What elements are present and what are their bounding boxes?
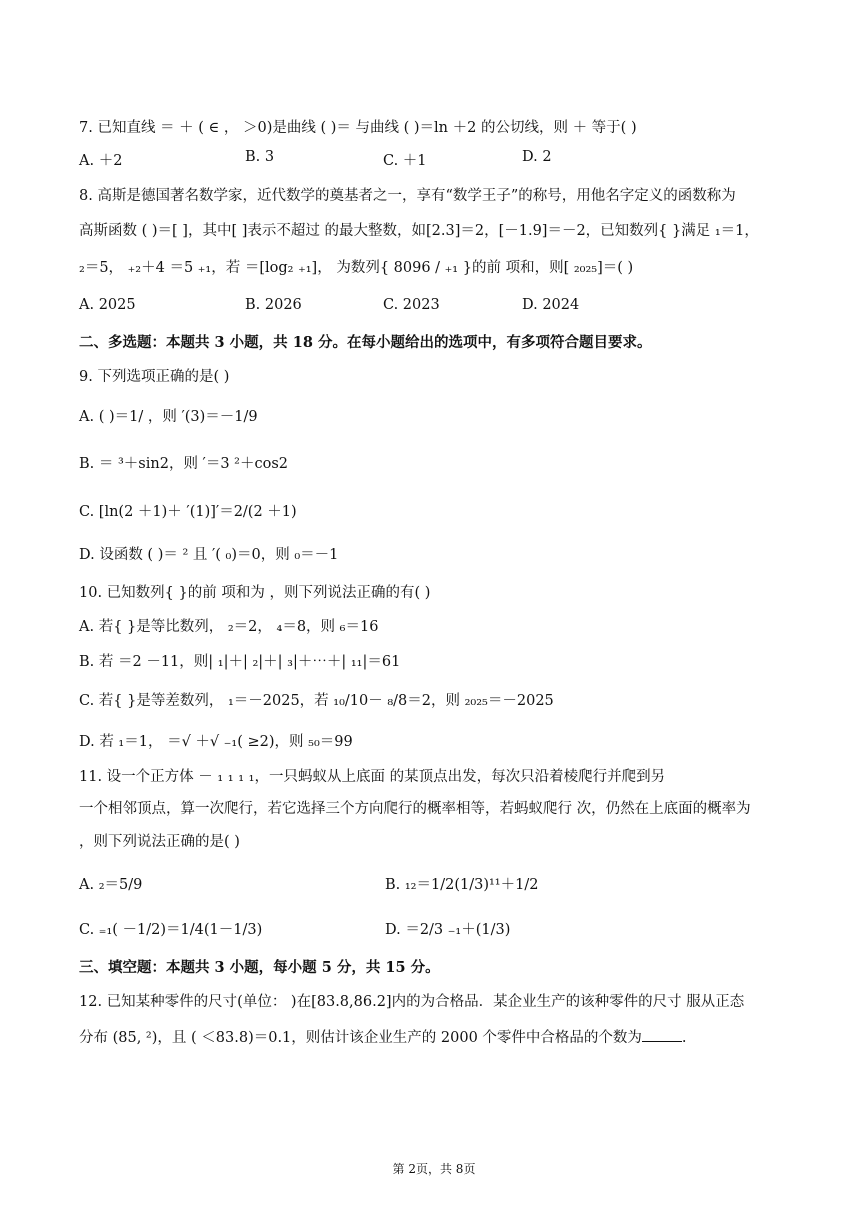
q9-stem: 9. 下列选项正确的是( ) [79, 369, 230, 385]
q9-option-a: A. ( )＝1/ ，则 ′(3)＝－1/9 [79, 409, 258, 425]
q8-option-d: D. 2024 [522, 297, 580, 313]
q11-option-a: A. ₂＝5/9 [79, 877, 143, 893]
section-fill-in-heading: 三、填空题：本题共 3 小题，每小题 5 分，共 15 分。 [79, 959, 440, 976]
q12-line-2-text: 分布 (85, ²)，且 ( ＜83.8)＝0.1，则估计该企业生产的 2000 个零件中合格品的个数为 [79, 1030, 642, 1046]
q8-option-c: C. 2023 [383, 297, 440, 313]
q11-line-2: 一个相邻顶点，算一次爬行，若它选择三个方向爬行的概率相等，若蚂蚁爬行 次，仍然在上底面的概率为 [79, 801, 751, 817]
q7-option-b: B. 3 [245, 149, 275, 165]
q9-option-d: D. 设函数 ( )＝ ² 且 ′( ₀)＝0，则 ₀＝－1 [79, 547, 339, 563]
q10-option-a: A. 若{ }是等比数列， ₂＝2， ₄＝8，则 ₆＝16 [79, 619, 379, 635]
q11-line-3: ，则下列说法正确的是( ) [79, 834, 240, 850]
q12-line-2 [79, 1026, 687, 1047]
q8-line-3: ₂＝5， ₊₂＋4 ＝5 ₊₁，若 ＝[log₂ ₊₁]， 为数列{ 8096 / ₊₁ }的前 项和，则[ ₂₀₂₅]＝( ) [79, 260, 634, 276]
page-footer: 第 2页，共 8页 [392, 1162, 476, 1176]
q11-line-1: 11. 设一个正方体 － ₁ ₁ ₁ ₁，一只蚂蚁从上底面 的某顶点出发，每次只沿着棱爬行并爬到另 [79, 769, 666, 785]
q10-option-c: C. 若{ }是等差数列， ₁＝－2025，若 ₁₀/10－ ₈/8＝2，则 ₂₀₂₅＝－2025 [79, 693, 554, 709]
q12-line-2-end: . [681, 1030, 687, 1046]
q12-line-1: 12. 已知某种零件的尺寸(单位： )在[83.8,86.2]内的为合格品．某企业生产的该种零件的尺寸 服从正态 [79, 994, 745, 1010]
q8-option-a: A. 2025 [79, 297, 136, 313]
answer-blank[interactable] [642, 1029, 682, 1042]
q10-stem: 10. 已知数列{ }的前 项和为 ，则下列说法正确的有( ) [79, 585, 431, 601]
q11-option-b: B. ₁₂＝1/2(1/3)¹¹＋1/2 [385, 877, 539, 893]
q9-option-c: C. [ln(2 ＋1)＋ ′(1)]′＝2/(2 ＋1) [79, 504, 297, 520]
q8-line-1: 8. 高斯是德国著名数学家，近代数学的奠基者之一，享有“数学王子”的称号，用他名字定义的函数称为 [79, 188, 736, 204]
q8-option-b: B. 2026 [245, 297, 302, 313]
q10-option-d: D. 若 ₁＝1， ＝√ ＋√ ₋₁( ≥2)，则 ₅₀＝99 [79, 734, 353, 750]
section-multiple-choice-heading: 二、多选题：本题共 3 小题，共 18 分。在每小题给出的选项中，有多项符合题目要求。 [79, 334, 652, 351]
q7-option-a: A. ＋2 [79, 153, 123, 169]
q8-line-2: 高斯函数 ( )＝[ ]，其中[ ]表示不超过 的最大整数，如[2.3]＝2，[－1.9]＝－2，已知数列{ }满足 ₁＝1， [79, 223, 759, 239]
q7-option-d: D. 2 [522, 149, 552, 165]
q7-stem: 7. 已知直线 ＝ ＋ ( ∈ ， ＞0)是曲线 ( )＝ 与曲线 ( )＝ln ＋2 的公切线，则 ＋ 等于( ) [79, 120, 637, 136]
q7-option-c: C. ＋1 [383, 153, 427, 169]
q11-option-d: D. ＝2/3 ₋₁＋(1/3) [385, 922, 511, 938]
q11-option-c: C. ₌₁( －1/2)＝1/4(1－1/3) [79, 922, 263, 938]
q10-option-b: B. 若 ＝2 －11，则| ₁|＋| ₂|＋| ₃|＋⋯＋| ₁₁|＝61 [79, 654, 401, 670]
q9-option-b: B. ＝ ³＋sin2，则 ′＝3 ²＋cos2 [79, 456, 289, 472]
